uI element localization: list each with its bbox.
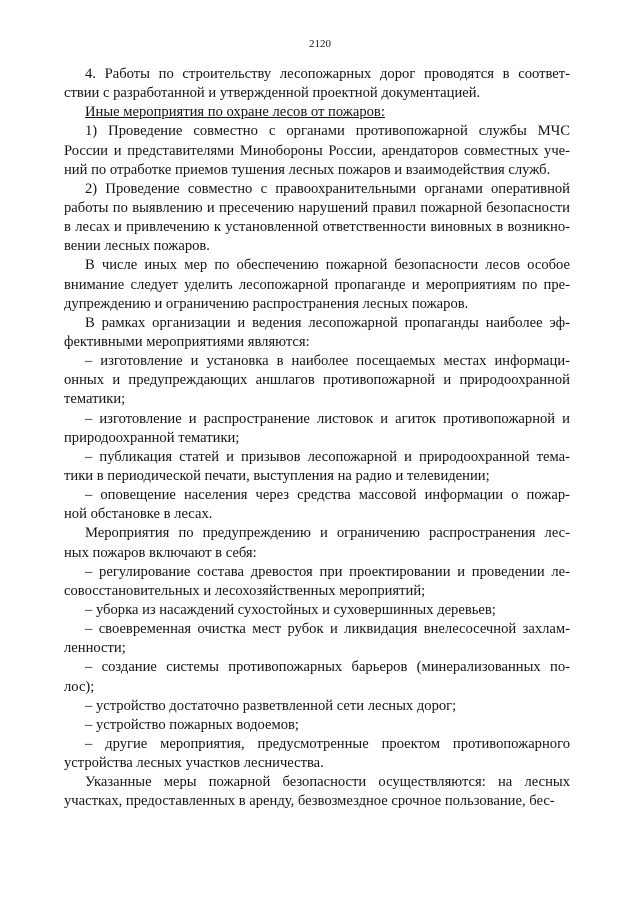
para-measures-implemented [64, 773, 570, 811]
text-line: России и представителями Минобороны России, арендаторов совместных уче- [64, 142, 570, 159]
list-item-road-network [64, 697, 570, 716]
list-item-leaflets [64, 410, 570, 448]
text-line: онных и предупреждающих аншлагов противопожарной и природоохранной [64, 372, 570, 389]
list-item-media-alert [64, 486, 570, 524]
text-line: вении лесных пожаров. [64, 238, 210, 255]
text-line: – изготовление и распространение листовок и агиток противопожарной и [85, 410, 570, 427]
text-line: тики в периодической печати, выступления на радио и телевидении; [64, 467, 490, 484]
text-line: – другие мероприятия, предусмотренные проектом противопожарного [85, 735, 570, 752]
para-propaganda-intro [64, 314, 570, 352]
text-line: В рамках организации и ведения лесопожарной пропаганды наиболее эф- [85, 314, 570, 331]
text-line: – создание системы противопожарных барьеров (минерализованных по- [85, 659, 570, 676]
list-item-cleanup [64, 620, 570, 658]
list-item-signs [64, 352, 570, 409]
text-line: 1) Проведение совместно с органами противопожарной службы МЧС [85, 123, 570, 140]
text-line: дупреждению и ограничению распространения лесных пожаров. [64, 295, 469, 312]
page-body [64, 65, 570, 811]
text-line: участках, предоставленных в аренду, безвозмездное срочное пользование, бес- [64, 793, 555, 810]
text-line: – оповещение населения через средства массовой информации о пожар- [85, 487, 570, 504]
list-item-reservoirs [64, 716, 570, 735]
text-line: в лесах и привлечению к установленной ответственности виновных в возникно- [64, 219, 570, 236]
text-line: – устройство пожарных водоемов; [85, 716, 299, 733]
list-item-articles [64, 448, 570, 486]
para-joint-exercises [64, 122, 570, 179]
text-line: ной обстановке в лесах. [64, 506, 213, 523]
text-line: ленности; [64, 640, 126, 657]
page-number: 2120 [309, 38, 331, 50]
text-line: ных пожаров включают в себя: [64, 544, 257, 561]
text-line: ний по отработке приемов тушения лесных пожаров и взаимодействия служб. [64, 161, 551, 178]
text-line: – регулирование состава древостоя при проектировании и проведении ле- [85, 563, 570, 580]
para-road-works [64, 65, 570, 103]
text-line: лос); [64, 678, 95, 695]
text-line: ствии с разработанной и утвержденной проектной документацией. [64, 85, 481, 102]
text-line: совосстановительных и лесохозяйственных мероприятий; [64, 582, 426, 599]
list-item-stand-composition [64, 563, 570, 601]
text-line: Мероприятия по предупреждению и ограничению распространения лес- [85, 525, 570, 542]
list-item-barriers [64, 658, 570, 696]
list-item-other-measures [64, 735, 570, 773]
text-line: В числе иных мер по обеспечению пожарной безопасности лесов особое [85, 257, 570, 274]
para-law-enforcement [64, 180, 570, 257]
text-line: фективными мероприятиями являются: [64, 333, 310, 350]
text-line: – изготовление и установка в наиболее посещаемых местах информаци- [85, 353, 570, 370]
text-line: 2) Проведение совместно с правоохранительными органами оперативной [85, 180, 570, 197]
text-line: внимание следует уделить лесопожарной пропаганде и мероприятиям по пре- [64, 276, 570, 293]
text-line: 4. Работы по строительству лесопожарных дорог проводятся в соответ- [85, 66, 570, 82]
text-line: – устройство достаточно разветвленной сети лесных дорог; [85, 697, 457, 714]
text-line [64, 103, 570, 122]
para-propaganda-attention [64, 256, 570, 313]
list-item-dead-trees [64, 601, 570, 620]
text-line: Указанные меры пожарной безопасности осуществляются: на лесных [85, 774, 570, 791]
text-line: – своевременная очистка мест рубок и ликвидация внелесосечной захлам- [85, 621, 570, 638]
text-line: природоохранной тематики; [64, 429, 240, 446]
text-line: работы по выявлению и пресечению нарушений правил пожарной безопасности [64, 199, 570, 216]
para-prevention-intro [64, 524, 570, 562]
heading-other-measures [64, 103, 570, 122]
text-line: тематики; [64, 391, 126, 408]
text-line: – уборка из насаждений сухостойных и суховершинных деревьев; [85, 601, 496, 618]
section-heading-text: Иные мероприятия по охране лесов от пожаров: [85, 104, 385, 121]
text-line: устройства лесных участков лесничества. [64, 755, 324, 772]
text-line: – публикация статей и призывов лесопожарной и природоохранной тема- [85, 448, 570, 465]
